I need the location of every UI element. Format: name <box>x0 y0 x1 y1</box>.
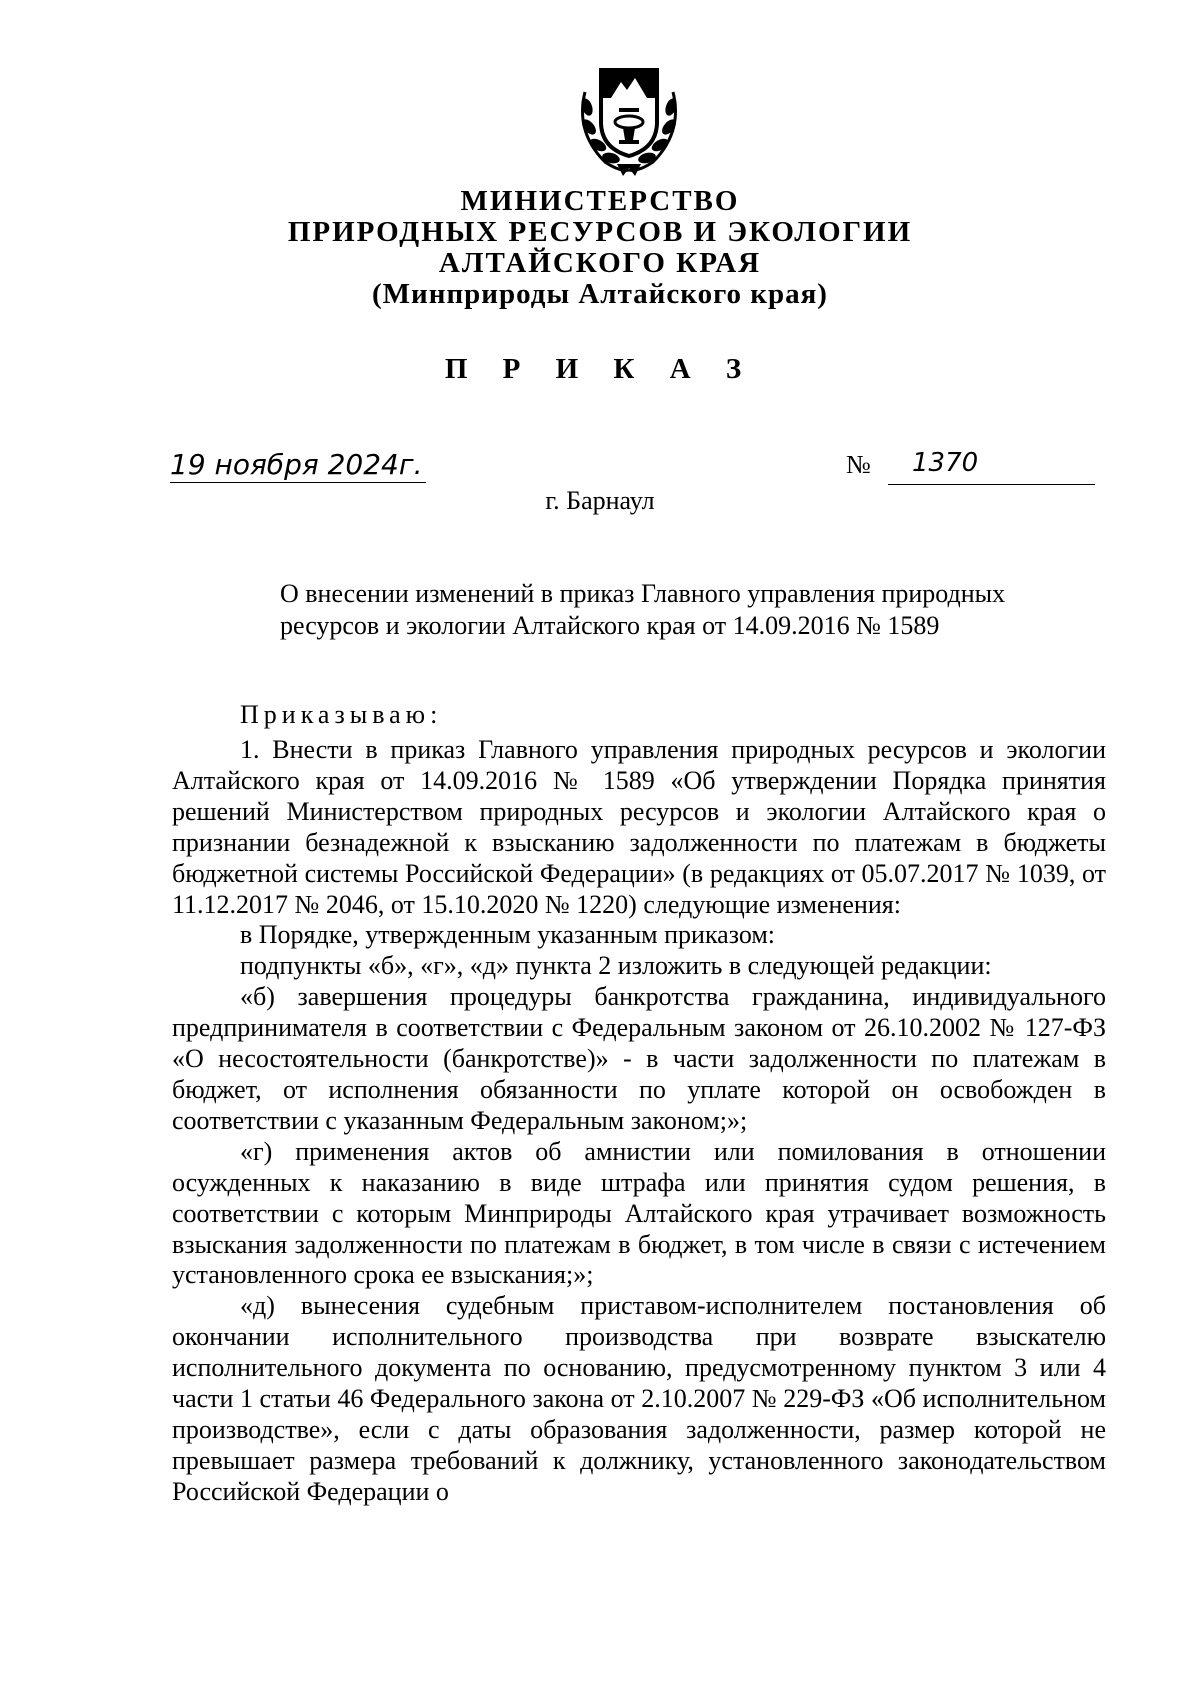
document-type-title: П Р И К А З <box>444 353 756 385</box>
paragraph-2: в Порядке, утвержденным указанным приказом: <box>240 920 776 950</box>
ministry-line-3: АЛТАЙСКОГО КРАЯ <box>438 247 762 279</box>
coat-of-arms-icon <box>565 52 693 180</box>
paragraph-b: «б) завершения процедуры банкротства гражданина, индивидуального предпринимателя в соответствии с Федеральным законом от 26.10.2002 № 127-ФЗ «О несостоятельности (банкротстве)» - в части задолженности по платежам в бюджет, от исполнения обязанности по уплате которой он освобожден в соответствии с указанным Федеральным законом;»; <box>172 982 1106 1135</box>
order-body <box>172 735 1106 1508</box>
order-number: 1370 <box>912 448 979 478</box>
order-date: 19 ноября 2024г. <box>170 448 423 481</box>
ministry-line-2: ПРИРОДНЫХ РЕСУРСОВ И ЭКОЛОГИИ <box>287 216 913 248</box>
paragraph-d: «д) вынесения судебным приставом-исполнителем постановления об окончании исполнительного производства при возврате взыскателю исполнительного документа по основанию, предусмотренному пунктом 3 или 4 части 1 статьи 46 Федерального закона от 2.10.2007 № 229-ФЗ «Об исполнительном производстве», если с даты образования задолженности, размер которой не превышает размера требований к должнику, установленного законодательством Российской Федерации о <box>172 1291 1106 1506</box>
order-directive: Приказываю: <box>240 700 443 729</box>
ministry-line-1: МИНИСТЕРСТВО <box>460 185 740 217</box>
ministry-short-name: (Минприроды Алтайского края) <box>372 278 828 310</box>
paragraph-3: подпункты «б», «г», «д» пункта 2 изложить в следующей редакции: <box>240 951 992 981</box>
date-underline <box>170 482 426 483</box>
number-underline <box>888 484 1095 485</box>
paragraph-g: «г) применения актов об амнистии или помилования в отношении осужденных к наказанию в виде штрафа или принятия судом решения, в соответствии с которым Минприроды Алтайского края утрачивает возможность взыскания задолженности по платежам в бюджет, в том числе в связи с истечением установленного срока ее взыскания;»; <box>172 1136 1106 1290</box>
paragraph-1: 1. Внести в приказ Главного управления природных ресурсов и экологии Алтайского края от 14.09.2016 № 1589 «Об утверждении Порядка принятия решений Министерством природных ресурсов и экологии Алтайского края о признании безнадежной к взысканию задолженности по платежам в бюджеты бюджетной системы Российской Федерации» (в редакциях от 05.07.2017 № 1039, от 11.12.2017 № 2046, от 15.10.2020 № 1220) следующие изменения: <box>172 735 1106 919</box>
number-label: № <box>846 450 871 479</box>
city: г. Барнаул <box>545 486 655 515</box>
order-subject: О внесении изменений в приказ Главного управления природных ресурсов и экологии Алтайского края от 14.09.2016 № 1589 <box>280 579 1006 640</box>
ministry-name <box>0 186 1200 310</box>
